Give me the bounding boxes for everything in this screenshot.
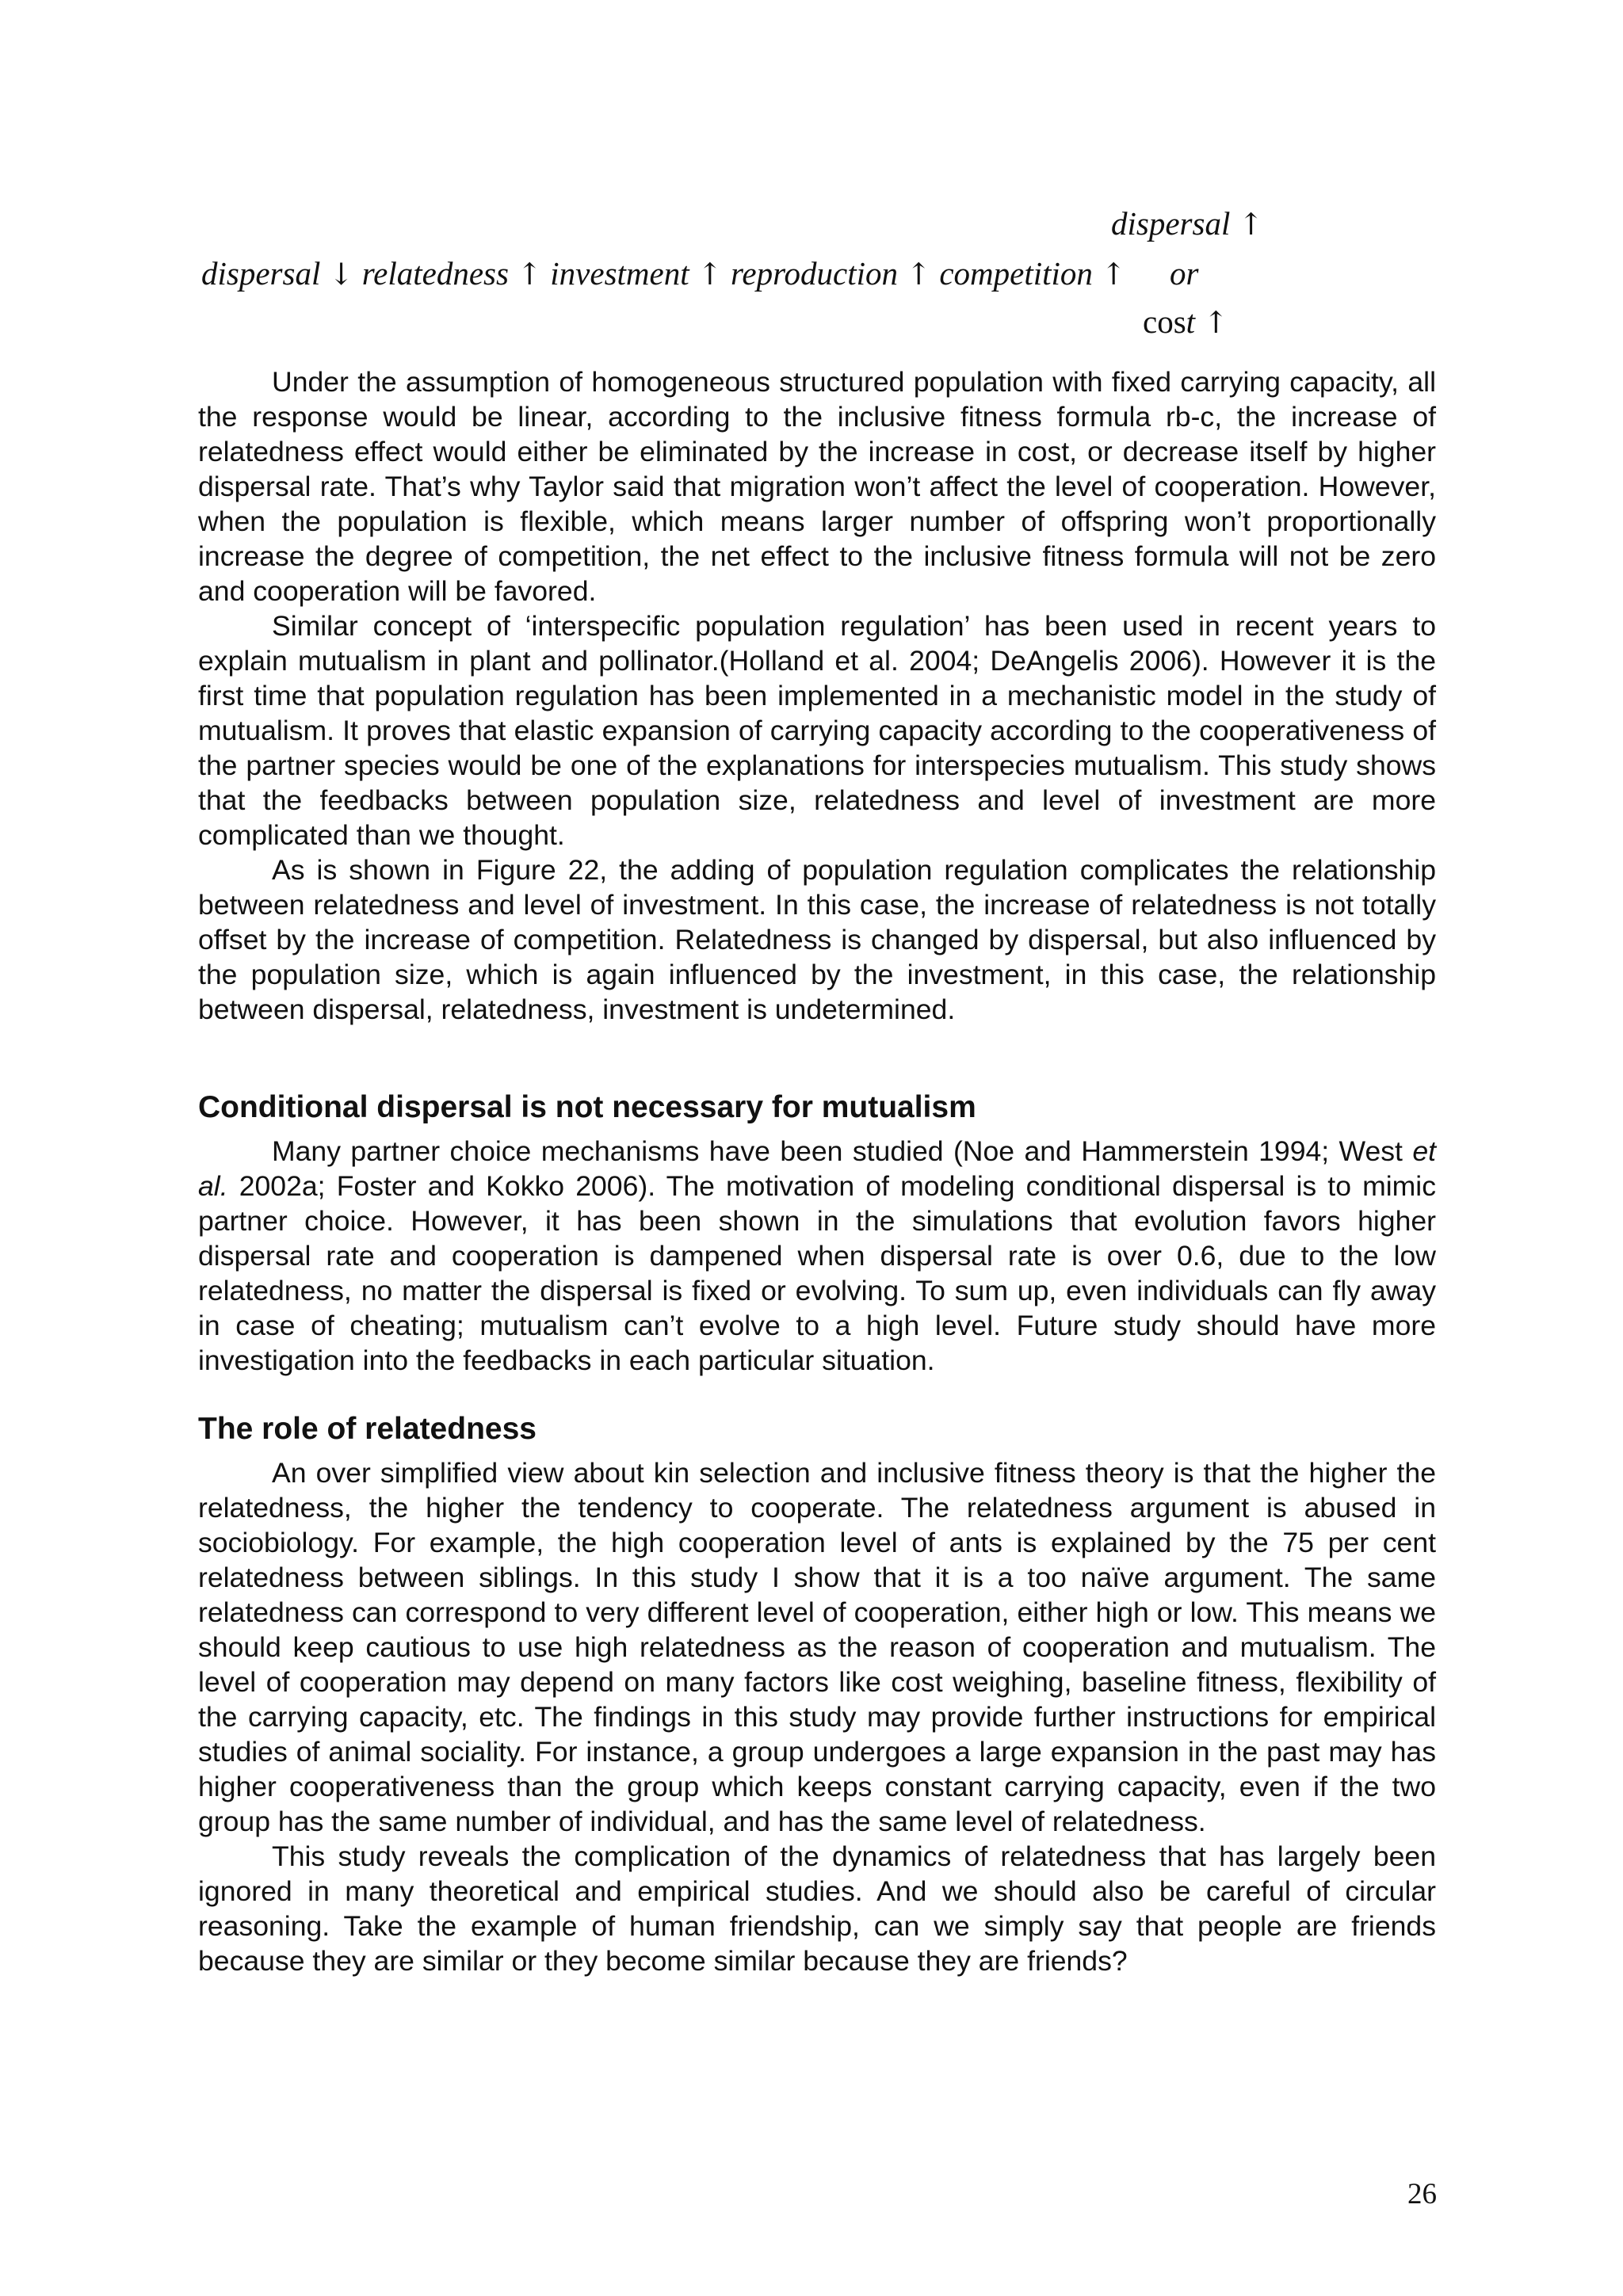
paragraph: Similar concept of ‘interspecific population regulation’ has been used in recent years to explain mutualism in plant and pollinator.(Holland et al. 2004; DeAngelis 2006). However it is the first time that population regulation has been implemented in a mechanistic model in the study of mutualism. It proves that elastic expansion of carrying capacity according to the cooperativeness of the partner species would be one of the explanations for interspecies mutualism. This study shows that the feedbacks between population size, relatedness and level of investment are more complicated than we thought. [198, 610, 1436, 851]
equation-word: investment [550, 255, 689, 292]
paragraph [198, 1134, 1436, 1378]
paragraph: This study reveals the complication of the dynamics of relatedness that has largely been ignored in many theoretical and empirical studies. And we should also be careful of circular reasoning. Take the example of human friendship, can we simply say that people are friends because they are similar or they become similar because they are friends? [198, 1840, 1436, 1977]
up-arrow-icon: ↑ [1101, 257, 1127, 292]
equation-word: relatedness [361, 255, 509, 292]
section-body [198, 1455, 1436, 1978]
italic-text: et al. [198, 1135, 1436, 1202]
up-arrow-icon: ↑ [697, 257, 723, 292]
section-heading: Conditional dispersal is not necessary for mutualism [198, 1090, 976, 1124]
paragraph-text: Many partner choice mechanisms have been studied (Noe and Hammerstein 1994; West [272, 1135, 1413, 1167]
paragraph: An over simplified view about kin selection and inclusive fitness theory is that the higher the relatedness, the higher the tendency to cooperate. The relatedness argument is abused in sociobiology. For example, the high cooperation level of ants is explained by the 75 per cent relatedness between siblings. In this study I show that it is a too naïve argument. The same relatedness can correspond to very different level of cooperation, either high or low. This means we should keep cautious to use high relatedness as the reason of cooperation and mutualism. The level of cooperation may depend on many factors like cost weighing, baseline fitness, flexibility of the carrying capacity, etc. The findings in this study may provide further instructions for empirical studies of animal sociality. For instance, a group undergoes a large expansion in the past may has higher cooperativeness than the group which keeps constant carrying capacity, even if the two group has the same number of individual, and has the same level of relatedness. [198, 1457, 1436, 1837]
paragraph-text: 2002a; Foster and Kokko 2006). The motivation of modeling conditional dispersal is to mimic partner choice. However, it has been shown in the simulations that evolution favors higher dispersal rate and cooperation is dampened when dispersal rate is over 0.6, due to the low relatedness, no matter the dispersal is fixed or evolving. To sum up, even individuals can fly away in case of cheating; mutualism can’t evolve to a high level. Future study should have more investigation into the feedbacks in each particular situation. [198, 1170, 1436, 1376]
equation-word: t [1186, 303, 1196, 340]
equation-main-line [201, 257, 1126, 290]
page-number: 26 [1407, 2178, 1437, 2210]
equation-bottom-term [1143, 303, 1229, 340]
equation-top-term [1111, 205, 1264, 242]
paragraph: As is shown in Figure 22, the adding of population regulation complicates the relationship between relatedness and level of investment. In this case, the increase of relatedness is not totally offset by the increase of competition. Relatedness is changed by dispersal, but also influenced by the population size, which is again influenced by the investment, in this case, the relationship between dispersal, relatedness, investment is undetermined. [198, 854, 1436, 1025]
up-arrow-icon: ↑ [906, 257, 932, 292]
up-arrow-icon: ↑ [1203, 305, 1229, 340]
equation-word: dispersal [201, 255, 321, 292]
paragraph: Under the assumption of homogeneous structured population with fixed carrying capacity, all the response would be linear, according to the inclusive fitness formula rb-c, the increase of relatedness effect would either be eliminated by the increase in cost, or decrease itself by higher dispersal rate. That’s why Taylor said that migration won’t affect the level of cooperation. However, when the population is flexible, which means larger number of offspring won’t proportionally increase the degree of competition, the net effect to the inclusive fitness formula will not be zero and cooperation will be favored. [198, 366, 1436, 607]
section-body [198, 1134, 1436, 1378]
equation-or: or [1170, 255, 1199, 292]
up-arrow-icon: ↑ [1238, 207, 1264, 242]
section-body [198, 364, 1436, 1027]
equation-word: competition [939, 255, 1093, 292]
section-heading: The role of relatedness [198, 1412, 537, 1446]
equation-word: dispersal [1111, 205, 1231, 242]
down-arrow-icon: ↓ [328, 257, 354, 292]
equation-word: cos [1143, 303, 1186, 340]
equation-word: reproduction [730, 255, 899, 292]
up-arrow-icon: ↑ [517, 257, 543, 292]
